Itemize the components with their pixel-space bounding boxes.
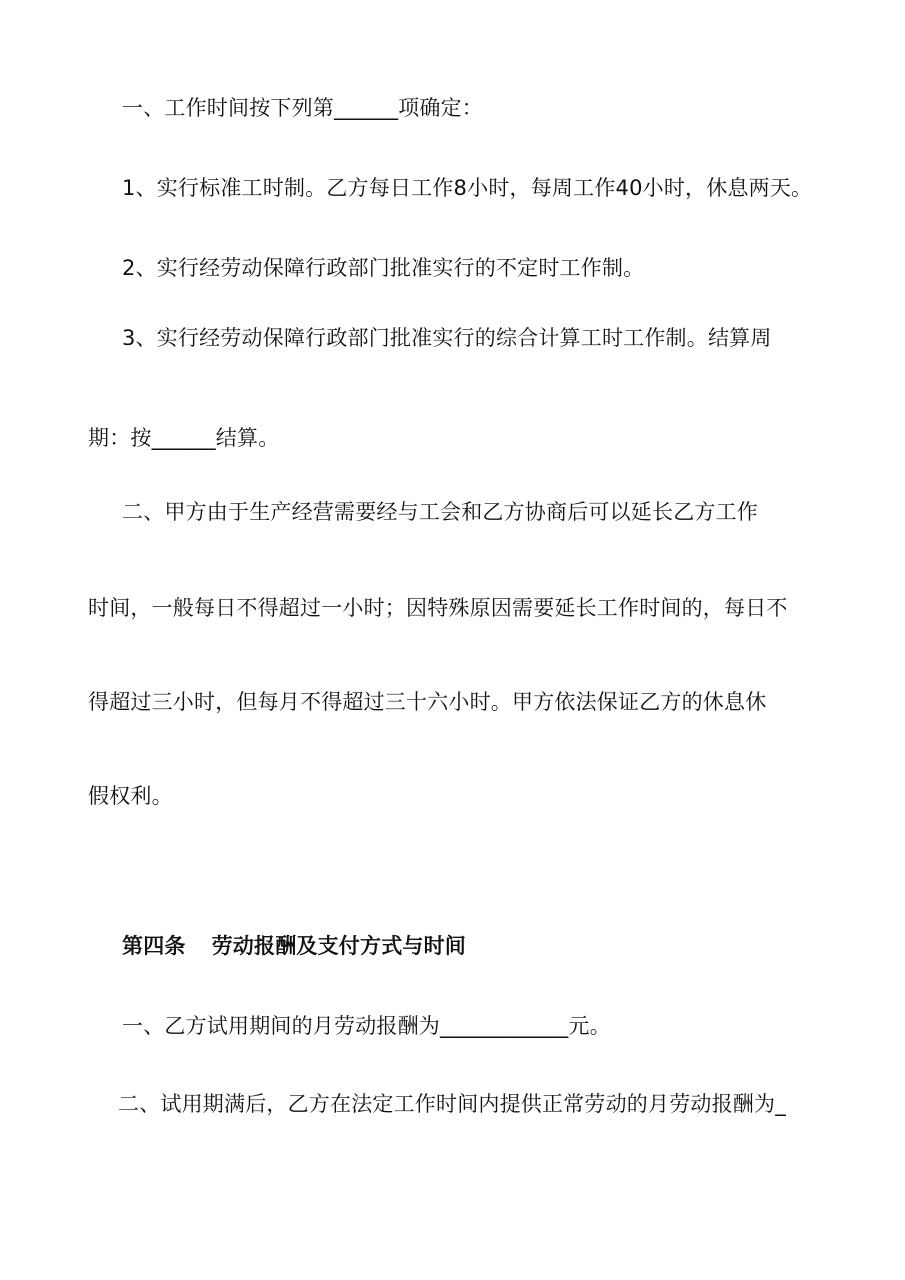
paragraph-settlement-period: 期：按______结算。 [88, 426, 280, 450]
paragraph-working-hours-item-1: 一、工作时间按下列第______项确定： [122, 96, 483, 120]
article-4-title: 劳动报酬及支付方式与时间 [211, 934, 467, 958]
article-4-number: 第四条 [122, 934, 186, 958]
paragraph-flexible-hours: 2、实行经劳动保障行政部门批准实行的不定时工作制。 [122, 256, 645, 280]
paragraph-probation-pay: 一、乙方试用期间的月劳动报酬为____________元。 [122, 1014, 611, 1038]
paragraph-overtime-4: 假权利。 [88, 784, 173, 808]
paragraph-standard-hours: 1、实行标准工时制。乙方每日工作8小时，每周工作40小时，休息两天。 [122, 176, 813, 200]
paragraph-overtime-2: 时间，一般每日不得超过一小时；因特殊原因需要延长工作时间的，每日不 [88, 596, 788, 620]
paragraph-regular-pay: 二、试用期满后，乙方在法定工作时间内提供正常劳动的月劳动报酬为_ [118, 1092, 786, 1116]
paragraph-overtime-1: 二、甲方由于生产经营需要经与工会和乙方协商后可以延长乙方工作 [122, 500, 758, 524]
article-4-heading [122, 932, 466, 960]
paragraph-comprehensive-hours: 3、实行经劳动保障行政部门批准实行的综合计算工时工作制。结算周 [122, 326, 772, 350]
paragraph-overtime-3: 得超过三小时，但每月不得超过三十六小时。甲方依法保证乙方的休息休 [88, 690, 767, 714]
